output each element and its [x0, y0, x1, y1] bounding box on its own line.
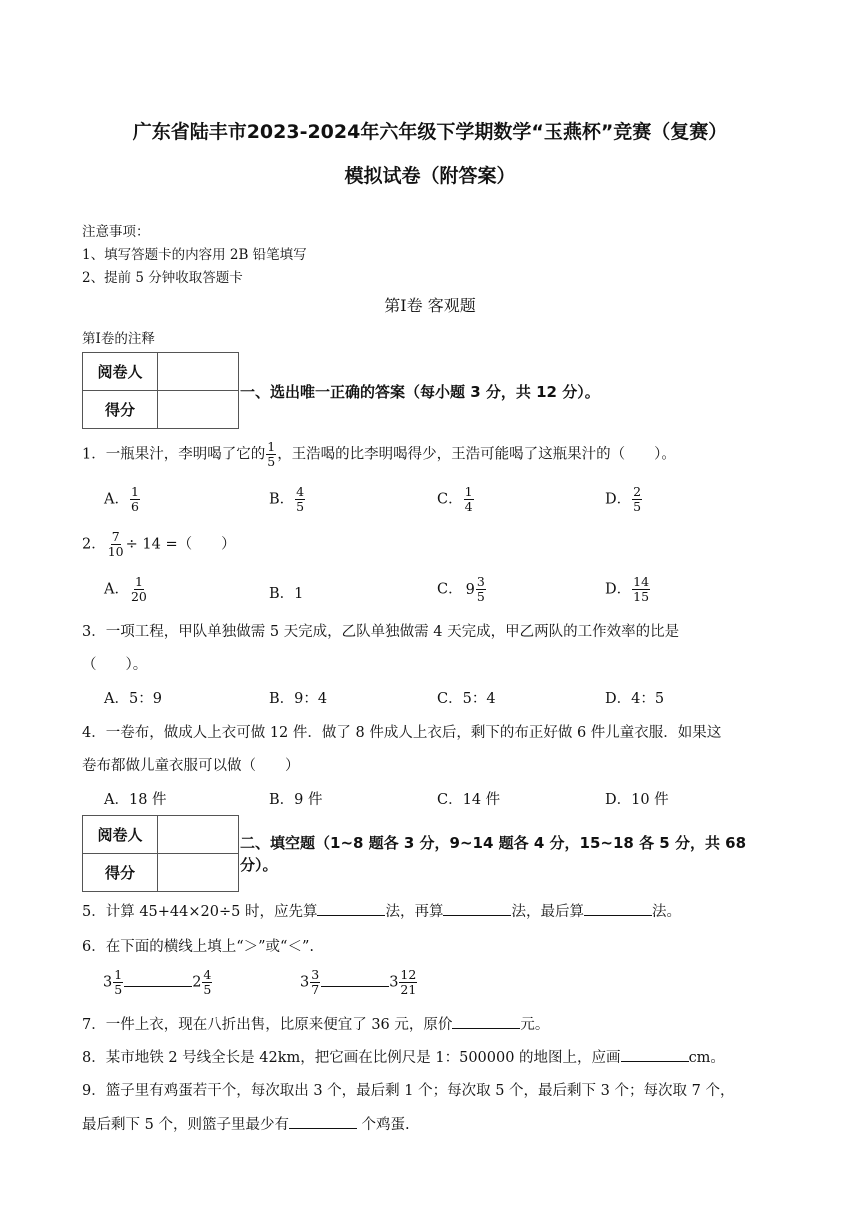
- q1-option-a[interactable]: [104, 485, 141, 514]
- q4-option-c[interactable]: C．14 件: [437, 792, 501, 808]
- q1-option-c[interactable]: [437, 485, 475, 514]
- question-6: 6．在下面的横线上填上“＞”或“＜”.: [82, 939, 314, 955]
- q8-text-1: 8．某市地铁 2 号线全长是 42km，把它画在比例尺是 1：500000 的地图上，应画: [82, 1050, 621, 1066]
- q3-option-b[interactable]: B．9：4: [269, 691, 328, 707]
- frac-num: 4: [296, 484, 305, 499]
- q5-text-4: 法。: [651, 904, 681, 920]
- mixed-whole: 2: [192, 974, 202, 991]
- option-fraction: [464, 485, 474, 514]
- frac-num: 1: [464, 484, 473, 499]
- q1-option-b[interactable]: [269, 485, 306, 514]
- reviewer-cell[interactable]: [158, 816, 239, 854]
- mixed-whole: 9: [465, 581, 475, 598]
- q1-frac-num: 1: [267, 439, 276, 454]
- question-2: [82, 530, 236, 559]
- grader-table-1: [82, 352, 239, 429]
- notes-item-2: 2、提前 5 分钟收取答题卡: [82, 270, 243, 286]
- q5-text-2: 法，再算: [385, 904, 444, 920]
- frac-den: 5: [633, 499, 642, 514]
- q3-option-d[interactable]: D．4：5: [605, 691, 665, 707]
- option-fraction: [632, 485, 642, 514]
- option-label: A．: [104, 491, 129, 508]
- notes-item-1: 1、填写答题卡的内容用 2B 铅笔填写: [82, 247, 307, 263]
- frac-num: 3: [311, 967, 320, 982]
- notes-heading: 注意事项：: [82, 224, 150, 240]
- mixed-fraction: [113, 968, 123, 997]
- q1-option-d[interactable]: [605, 485, 643, 514]
- section1-title: 一、选出唯一正确的答案（每小题 3 分，共 12 分）。: [240, 383, 600, 401]
- score-label: 得分: [83, 854, 158, 892]
- q4-option-d[interactable]: D．10 件: [605, 792, 669, 808]
- frac-num: 12: [400, 967, 417, 982]
- answer-blank[interactable]: [321, 972, 389, 987]
- q1-fraction: [266, 440, 276, 469]
- frac-num: 14: [633, 574, 650, 589]
- question-5: [82, 900, 681, 921]
- reviewer-label: 阅卷人: [83, 816, 158, 854]
- mixed-whole: 3: [389, 974, 399, 991]
- q6-comparison-1: [103, 968, 213, 997]
- q1-text-pre: 1．一瓶果汁，李明喝了它的: [82, 446, 266, 463]
- answer-blank[interactable]: [124, 972, 192, 987]
- document-title-line1: 广东省陆丰市2023-2024年六年级下学期数学“玉燕杯”竞赛（复赛）: [132, 121, 728, 143]
- q8-text-2: cm。: [688, 1050, 725, 1066]
- answer-blank[interactable]: [452, 1014, 520, 1029]
- frac-den: 15: [633, 589, 650, 604]
- frac-den: 20: [130, 589, 147, 604]
- q2-option-b[interactable]: B．1: [269, 586, 304, 602]
- option-label: B．: [269, 491, 295, 508]
- grader-table-2: [82, 815, 239, 892]
- question-9-line2: [82, 1113, 410, 1134]
- q5-text-1: 5．计算 45+44×20÷5 时，应先算: [82, 904, 318, 920]
- q3-option-c[interactable]: C．5：4: [437, 691, 496, 707]
- answer-blank[interactable]: [443, 901, 511, 916]
- q7-text-1: 7．一件上衣，现在八折出售，比原来便宜了 36 元，原价: [82, 1017, 453, 1033]
- frac-den: 21: [400, 982, 417, 997]
- q1-text-post: ，王浩喝的比李明喝得少，王浩可能喝了这瓶果汁的（ ）。: [277, 446, 676, 463]
- q2-number: 2．: [82, 536, 106, 553]
- frac-den: 5: [296, 499, 305, 514]
- option-label: C．: [437, 581, 463, 598]
- frac-den: 6: [130, 499, 139, 514]
- part1-note: 第Ⅰ卷的注释: [82, 331, 155, 347]
- q3-option-a[interactable]: A．5：9: [104, 691, 162, 707]
- q2-option-c[interactable]: [437, 575, 487, 604]
- section2-title-line2: 分）。: [240, 856, 278, 874]
- part1-heading: 第Ⅰ卷 客观题: [384, 296, 476, 315]
- q2-text: ÷ 14 =（ ）: [125, 536, 236, 553]
- question-3-line1: 3．一项工程，甲队单独做需 5 天完成，乙队单独做需 4 天完成，甲乙两队的工作效率的比是: [82, 624, 680, 640]
- option-label: C．: [437, 491, 463, 508]
- frac-num: 1: [130, 484, 139, 499]
- q9-text-1: 最后剩下 5 个，则篮子里最少有: [82, 1117, 289, 1133]
- option-fraction: [476, 575, 486, 604]
- mixed-fraction: [202, 968, 212, 997]
- mixed-fraction: [399, 968, 417, 997]
- frac-num: 1: [114, 967, 123, 982]
- reviewer-label: 阅卷人: [83, 353, 158, 391]
- question-9-line1: 9．篮子里有鸡蛋若干个，每次取出 3 个，最后剩 1 个；每次取 5 个，最后剩下 3 个；每次取 7 个，: [82, 1083, 735, 1099]
- option-fraction: [130, 575, 148, 604]
- option-fraction: [632, 575, 650, 604]
- question-3-line2: （ ）。: [82, 657, 148, 673]
- frac-den: 4: [464, 499, 473, 514]
- option-fraction: [295, 485, 305, 514]
- score-cell[interactable]: [158, 854, 239, 892]
- option-fraction: [130, 485, 140, 514]
- score-label: 得分: [83, 391, 158, 429]
- question-8: [82, 1046, 725, 1067]
- option-label: D．: [605, 491, 632, 508]
- frac-num: 3: [476, 574, 485, 589]
- q2-option-d[interactable]: [605, 575, 651, 604]
- q2-option-a[interactable]: [104, 575, 149, 604]
- section2-title-line1: 二、填空题（1~8 题各 3 分，9~14 题各 4 分，15~18 各 5 分，共 68: [240, 834, 747, 852]
- mixed-whole: 3: [300, 974, 310, 991]
- answer-blank[interactable]: [317, 901, 385, 916]
- mixed-whole: 3: [103, 974, 113, 991]
- q2-fraction: [107, 530, 125, 559]
- q4-option-b[interactable]: B．9 件: [269, 792, 323, 808]
- question-4-line2: 卷布都做儿童衣服可以做（ ）: [82, 758, 300, 774]
- frac-den: 5: [203, 982, 212, 997]
- frac-num: 4: [203, 967, 212, 982]
- q2-frac-den: 10: [107, 544, 124, 559]
- frac-den: 5: [476, 589, 485, 604]
- q6-comparison-2: [300, 968, 418, 997]
- frac-num: 1: [134, 574, 143, 589]
- q1-frac-den: 5: [267, 454, 276, 469]
- q2-frac-num: 7: [111, 529, 120, 544]
- frac-den: 7: [311, 982, 320, 997]
- question-7: [82, 1013, 549, 1034]
- question-4-line1: 4．一卷布，做成人上衣可做 12 件．做了 8 件成人上衣后，剩下的布正好做 6 件儿童衣服．如果这: [82, 725, 722, 741]
- q4-option-a[interactable]: A．18 件: [104, 792, 167, 808]
- q9-text-2: 个鸡蛋.: [356, 1117, 410, 1133]
- answer-blank[interactable]: [584, 901, 652, 916]
- mixed-fraction: [310, 968, 320, 997]
- document-title-line2: 模拟试卷（附答案）: [344, 165, 516, 187]
- option-label: D．: [605, 581, 632, 598]
- answer-blank[interactable]: [289, 1114, 357, 1129]
- frac-den: 5: [114, 982, 123, 997]
- option-label: A．: [104, 581, 129, 598]
- question-1: [82, 440, 676, 469]
- q5-text-3: 法，最后算: [511, 904, 584, 920]
- q7-text-2: 元。: [520, 1017, 550, 1033]
- frac-num: 2: [633, 484, 642, 499]
- answer-blank[interactable]: [621, 1047, 689, 1062]
- reviewer-cell[interactable]: [158, 353, 239, 391]
- score-cell[interactable]: [158, 391, 239, 429]
